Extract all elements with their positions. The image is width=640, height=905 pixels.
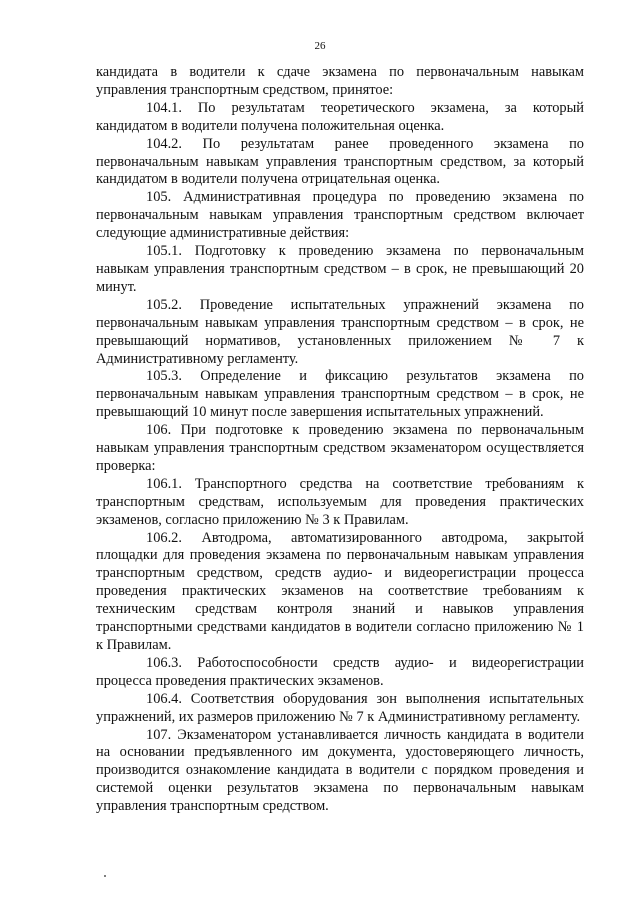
- paragraph-106-1: 106.1. Транспортного средства на соответствие требованиям к транспортным средствам, используемым для проведения практических экзаменов, согласно приложению № 3 к Правилам.: [96, 475, 584, 528]
- scan-artifact: [104, 875, 106, 877]
- paragraph-106: 106. При подготовке к проведению экзамена по первоначальным навыкам управления транспортным средством экзаменатором осуществляется проверка:: [96, 422, 584, 474]
- document-body: [96, 64, 584, 816]
- paragraph-106-2: 106.2. Автодрома, автоматизированного автодрома, закрытой площадки для проведения экзамена по первоначальным навыкам управления транспортным средством, средств аудио- и видеорегистрации процесса проведения практических экзаменов на соответствие требованиям к техническим средствам контроля знаний и навыков управления транспортными средствами кандидатов в водители согласно приложению № 1 к Правилам.: [96, 529, 584, 653]
- paragraph-continuation: кандидата в водители к сдаче экзамена по первоначальным навыкам управления транспортным средством, принятое:: [96, 64, 584, 98]
- paragraph-106-4: 106.4. Соответствия оборудования зон выполнения испытательных упражнений, их размеров приложению № 7 к Административному регламенту.: [96, 690, 584, 725]
- page-number: 26: [314, 40, 326, 52]
- paragraph-105-2: 105.2. Проведение испытательных упражнений экзамена по первоначальным навыкам управления транспортным средством – в срок, не превышающий нормативов, установленных приложением № 7 к Административному регламенту.: [96, 296, 584, 367]
- paragraph-105-3: 105.3. Определение и фиксацию результатов экзамена по первоначальным навыкам управления транспортным средством – в срок, не превышающий 10 минут после завершения испытательных упражнений.: [96, 368, 584, 421]
- paragraph-105-1: 105.1. Подготовку к проведению экзамена по первоначальным навыкам управления транспортным средством – в срок, не превышающий 20 минут.: [96, 243, 584, 295]
- paragraph-107: 107. Экзаменатором устанавливается личность кандидата в водители на основании предъявленного им документа, удостоверяющего личность, производится ознакомление кандидата в водители с порядком проведения и системой оценки результатов экзамена по первоначальным навыкам управления транспортным средством.: [96, 726, 584, 815]
- paragraph-106-3: 106.3. Работоспособности средств аудио- и видеорегистрации процесса проведения практических экзаменов.: [96, 654, 584, 689]
- paragraph-104-1: 104.1. По результатам теоретического экзамена, за который кандидатом в водители получена положительная оценка.: [96, 99, 584, 134]
- paragraph-104-2: 104.2. По результатам ранее проведенного экзамена по первоначальным навыкам управления транспортным средством, за который кандидатом в водители получена отрицательная оценка.: [96, 135, 584, 188]
- paragraph-105: 105. Административная процедура по проведению экзамена по первоначальным навыкам управления транспортным средством включает следующие административные действия:: [96, 189, 584, 242]
